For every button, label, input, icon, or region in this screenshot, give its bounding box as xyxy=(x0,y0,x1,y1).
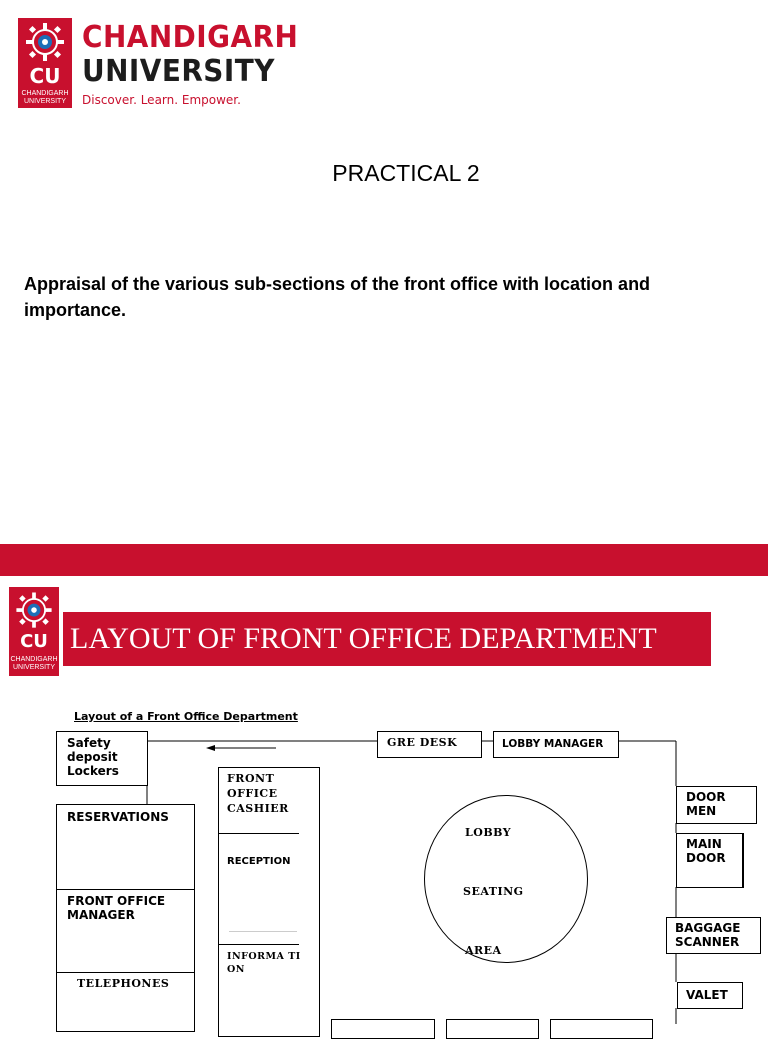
bottom-desk-2 xyxy=(446,1019,539,1039)
baggage-line-1: BAGGAGE xyxy=(675,921,741,935)
lobby-line-1: LOBBY xyxy=(465,826,512,839)
cu-emblem xyxy=(18,18,72,108)
emblem-caption-2: UNIVERSITY xyxy=(23,98,66,105)
university-tagline: Discover. Learn. Empower. xyxy=(82,93,241,107)
fom-line-1: FRONT OFFICE xyxy=(67,894,166,908)
door-men-line-1: DOOR xyxy=(686,790,726,804)
emblem-abbrev: CU xyxy=(20,631,48,652)
main-door xyxy=(676,833,744,888)
gre-desk-label: GRE DESK xyxy=(387,736,458,749)
gear-emblem-icon xyxy=(18,18,72,68)
lobby-manager-label: LOBBY MANAGER xyxy=(502,738,604,750)
information-line-1: INFORMA TI xyxy=(227,951,301,962)
front-office-layout-diagram xyxy=(0,700,768,1024)
safety-deposit-line-3: Lockers xyxy=(67,764,119,778)
information-line-2: ON xyxy=(227,964,245,975)
bottom-desk-3 xyxy=(550,1019,653,1039)
main-door-line-2: DOOR xyxy=(686,851,726,865)
door-men-post xyxy=(676,786,757,824)
reception-label: RECEPTION xyxy=(227,856,291,867)
layout-title: LAYOUT OF FRONT OFFICE DEPARTMENT xyxy=(70,622,657,655)
safety-deposit-line-2: deposit xyxy=(67,750,118,764)
telephones-section xyxy=(56,972,195,1032)
door-men-line-2: MEN xyxy=(686,804,717,818)
gear-emblem-icon xyxy=(9,587,59,635)
information-divider xyxy=(219,944,299,945)
reservations-label: RESERVATIONS xyxy=(67,810,169,824)
emblem-caption-2: UNIVERSITY xyxy=(12,664,55,671)
valet-label: VALET xyxy=(686,988,728,1002)
valet-post xyxy=(677,982,743,1009)
cu-emblem-small xyxy=(9,587,59,676)
practical-title: PRACTICAL 2 xyxy=(332,160,480,186)
cashier-line-3: CASHIER xyxy=(227,802,289,815)
gre-desk xyxy=(377,731,482,758)
baggage-line-2: SCANNER xyxy=(675,935,740,949)
objective-line-1: Appraisal of the various sub-sections of the front office with location and xyxy=(24,274,651,294)
university-name-line1: CHANDIGARH xyxy=(82,20,299,55)
layout-title-banner xyxy=(63,612,711,666)
cashier-line-1: FRONT xyxy=(227,772,275,785)
lobby-manager-desk xyxy=(493,731,619,758)
front-desk-column xyxy=(218,767,320,1037)
lobby-line-2: SEATING xyxy=(463,885,524,898)
emblem-caption-1: CHANDIGARH xyxy=(10,656,58,663)
objective-line-2: importance. xyxy=(24,300,127,320)
slide-divider-band xyxy=(0,544,768,576)
reception-divider xyxy=(229,931,297,932)
safety-deposit-lockers xyxy=(56,731,148,786)
main-door-line-1: MAIN xyxy=(686,837,722,851)
diagram-caption: Layout of a Front Office Department xyxy=(74,710,298,723)
baggage-scanner xyxy=(666,917,761,954)
telephones-label: TELEPHONES xyxy=(77,977,170,990)
left-arrow-icon xyxy=(206,745,276,751)
safety-deposit-line-1: Safety xyxy=(67,736,111,750)
university-logo xyxy=(16,14,299,110)
cashier-line-2: OFFICE xyxy=(227,787,278,800)
front-office-manager-section xyxy=(56,889,195,973)
lobby-line-3: AREA xyxy=(465,944,502,957)
fom-line-2: MANAGER xyxy=(67,908,135,922)
lobby-seating-area xyxy=(424,795,588,963)
university-name-line2: UNIVERSITY xyxy=(82,54,275,89)
practical-objective xyxy=(24,271,768,323)
information-label xyxy=(227,950,301,976)
bottom-desk-1 xyxy=(331,1019,435,1039)
emblem-caption-1: CHANDIGARH xyxy=(21,90,69,97)
cashier-divider xyxy=(219,833,299,834)
emblem-abbrev: CU xyxy=(29,64,61,88)
reservations-section xyxy=(56,804,195,890)
cashier-label xyxy=(227,771,289,816)
